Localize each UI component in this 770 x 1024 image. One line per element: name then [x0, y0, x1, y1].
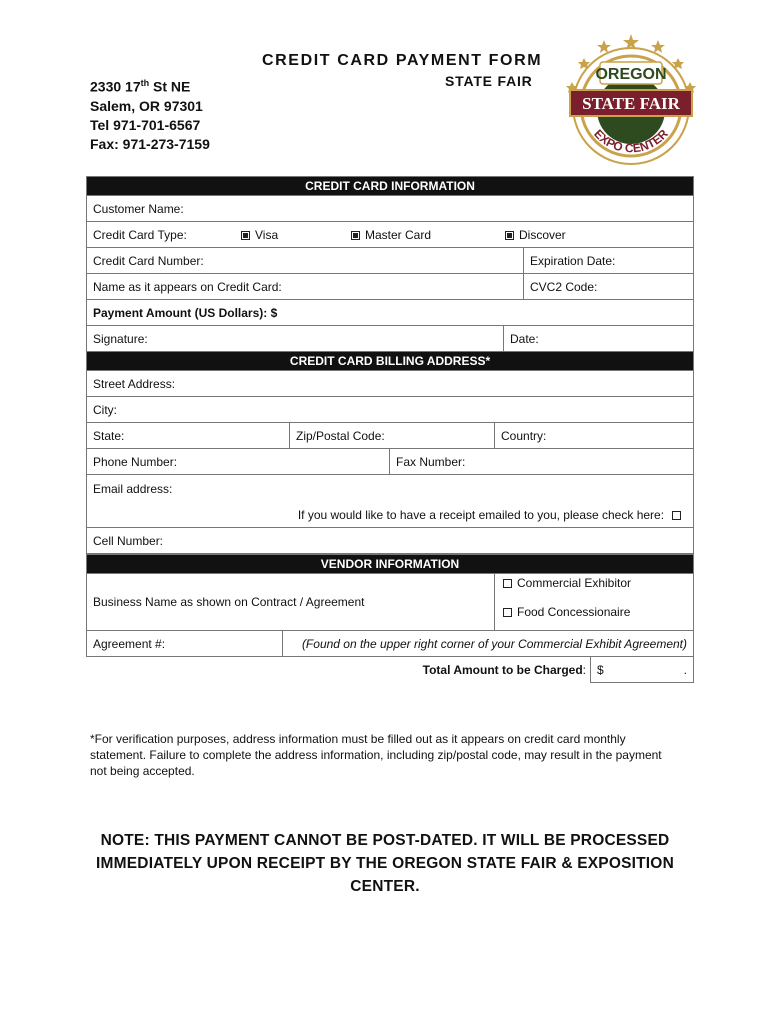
discover-checkbox[interactable] [505, 231, 514, 240]
address-street-name: St NE [149, 78, 191, 95]
business-name-field[interactable]: Business Name as shown on Contract / Agreement [87, 574, 495, 631]
total-amount-label [283, 657, 591, 683]
email-label: Email address: [93, 482, 173, 496]
mastercard-checkbox[interactable] [351, 231, 360, 240]
country-field[interactable]: Country: [495, 423, 694, 449]
commercial-exhibitor-checkbox[interactable] [503, 579, 512, 588]
card-type-label: Credit Card Type: [93, 228, 187, 242]
agreement-number-field[interactable]: Agreement #: [87, 631, 283, 657]
billing-address-header: CREDIT CARD BILLING ADDRESS* [87, 352, 694, 371]
card-type-discover[interactable] [505, 228, 566, 242]
vendor-info-table [86, 554, 694, 683]
receipt-checkbox[interactable] [672, 511, 681, 520]
customer-name-field[interactable]: Customer Name: [87, 196, 694, 222]
city-field[interactable]: City: [87, 397, 694, 423]
visa-label: Visa [255, 228, 279, 242]
card-number-field[interactable]: Credit Card Number: [87, 248, 524, 274]
oregon-state-fair-logo [556, 28, 706, 178]
address-ordinal: th [140, 78, 150, 88]
date-field[interactable]: Date: [504, 326, 694, 352]
receipt-label: If you would like to have a receipt emailed to you, please check here: [297, 508, 665, 522]
name-on-card-field[interactable]: Name as it appears on Credit Card: [87, 274, 524, 300]
form-title: CREDIT CARD PAYMENT FORM [262, 52, 543, 69]
address-tel: Tel 971-701-6567 [90, 116, 201, 133]
total-dollar-sign: $ [597, 663, 604, 677]
card-type-row [87, 222, 694, 248]
total-spacer [87, 657, 283, 683]
billing-address-table [86, 351, 694, 554]
mastercard-label: Master Card [365, 228, 432, 242]
form-subtitle: STATE FAIR [445, 73, 533, 89]
street-address-field[interactable]: Street Address: [87, 371, 694, 397]
credit-card-info-table [86, 176, 694, 352]
cell-number-field[interactable]: Cell Number: [87, 528, 694, 554]
state-field[interactable]: State: [87, 423, 290, 449]
cvc-code-field[interactable]: CVC2 Code: [524, 274, 694, 300]
total-amount-field[interactable] [591, 657, 694, 683]
total-decimal-point: . [683, 663, 688, 677]
logo-expo-center-path: EXPO CENTER [591, 126, 671, 156]
receipt-option[interactable] [298, 508, 681, 522]
total-amount-colon: : [582, 662, 586, 677]
food-concessionaire-option[interactable] [503, 605, 630, 619]
payment-amount-field[interactable]: Payment Amount (US Dollars): $ [87, 300, 694, 326]
commercial-exhibitor-label: Commercial Exhibitor [517, 576, 632, 590]
logo-state-fair-text: STATE FAIR [582, 94, 680, 113]
email-field[interactable] [87, 475, 694, 528]
vendor-type-cell [495, 574, 694, 631]
vendor-info-header: VENDOR INFORMATION [87, 555, 694, 574]
address-block [90, 74, 210, 154]
agreement-hint: (Found on the upper right corner of your Commercial Exhibit Agreement) [283, 631, 694, 657]
phone-field[interactable]: Phone Number: [87, 449, 390, 475]
food-concessionaire-label: Food Concessionaire [517, 605, 631, 619]
zip-field[interactable]: Zip/Postal Code: [290, 423, 495, 449]
total-amount-label-text: Total Amount to be Charged [422, 662, 583, 677]
visa-checkbox[interactable] [241, 231, 250, 240]
expiration-date-field[interactable]: Expiration Date: [524, 248, 694, 274]
credit-card-info-header: CREDIT CARD INFORMATION [87, 177, 694, 196]
address-street-number: 2330 17 [90, 78, 141, 95]
card-type-mastercard[interactable] [351, 228, 431, 242]
post-dated-note: NOTE: THIS PAYMENT CANNOT BE POST-DATED. IT WILL BE PROCESSED IMMEDIATELY UPON RECEIPT BY THE OREGON STATE FAIR & EXPOSITION CENTER. [96, 832, 674, 895]
discover-label: Discover [519, 228, 566, 242]
fax-field[interactable]: Fax Number: [390, 449, 694, 475]
signature-field[interactable]: Signature: [87, 326, 504, 352]
card-type-visa[interactable] [241, 228, 278, 242]
address-line-2: Salem, OR 97301 [90, 97, 203, 114]
address-fax: Fax: 971-273-7159 [90, 135, 210, 152]
logo-oregon-text: OREGON [595, 66, 667, 83]
address-line-1 [90, 74, 210, 97]
verification-footnote: *For verification purposes, address information must be filled out as it appears on credit card monthly statement. Failure to complete the address information, including zip/postal code, may result in the payment not being accepted. [90, 732, 662, 778]
food-concessionaire-checkbox[interactable] [503, 608, 512, 617]
commercial-exhibitor-option[interactable] [503, 576, 631, 590]
